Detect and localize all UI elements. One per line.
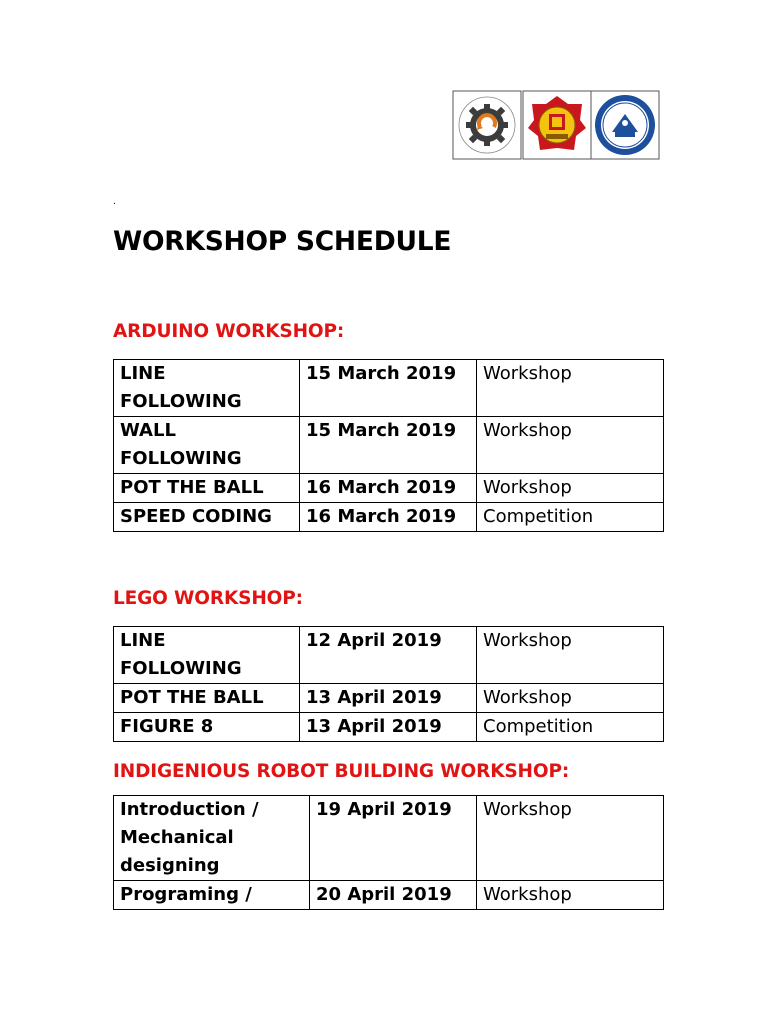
page-title: WORKSHOP SCHEDULE xyxy=(113,226,452,257)
date-cell: 15 March 2019 xyxy=(300,417,477,474)
indigenious-section-heading: INDIGENIOUS ROBOT BUILDING WORKSHOP: xyxy=(113,761,570,782)
logo-strip xyxy=(452,90,660,160)
activity-cell: SPEED CODING xyxy=(114,503,300,532)
date-cell: 12 April 2019 xyxy=(300,627,477,684)
type-cell: Competition xyxy=(477,713,664,742)
table-row xyxy=(114,360,664,417)
date-cell: 20 April 2019 xyxy=(310,881,477,910)
date-cell: 13 April 2019 xyxy=(300,713,477,742)
table-row xyxy=(114,417,664,474)
activity-cell: LINE FOLLOWING xyxy=(114,627,300,684)
arduino-schedule-table xyxy=(113,359,664,532)
table-row xyxy=(114,881,664,910)
table-row xyxy=(114,796,664,881)
table-row xyxy=(114,503,664,532)
activity-cell: LINE FOLLOWING xyxy=(114,360,300,417)
gear-logo xyxy=(452,90,522,160)
table-row xyxy=(114,474,664,503)
date-cell: 15 March 2019 xyxy=(300,360,477,417)
type-cell: Competition xyxy=(477,503,664,532)
table-row xyxy=(114,684,664,713)
lego-schedule-table xyxy=(113,626,664,742)
date-cell: 13 April 2019 xyxy=(300,684,477,713)
type-cell: Workshop xyxy=(477,796,664,881)
type-cell: Workshop xyxy=(477,684,664,713)
type-cell: Workshop xyxy=(477,881,664,910)
emblem-logo xyxy=(522,90,592,160)
indigenious-schedule-table xyxy=(113,795,664,910)
activity-cell: Programing / xyxy=(114,881,310,910)
activity-cell: FIGURE 8 xyxy=(114,713,300,742)
table-row xyxy=(114,713,664,742)
activity-cell: WALL FOLLOWING xyxy=(114,417,300,474)
type-cell: Workshop xyxy=(477,360,664,417)
arduino-section-heading: ARDUINO WORKSHOP: xyxy=(113,321,345,342)
university-seal-logo xyxy=(590,90,660,160)
type-cell: Workshop xyxy=(477,474,664,503)
date-cell: 19 April 2019 xyxy=(310,796,477,881)
lego-section-heading: LEGO WORKSHOP: xyxy=(113,588,303,609)
activity-cell: POT THE BALL xyxy=(114,474,300,503)
stray-mark: . xyxy=(113,197,116,207)
type-cell: Workshop xyxy=(477,417,664,474)
type-cell: Workshop xyxy=(477,627,664,684)
date-cell: 16 March 2019 xyxy=(300,474,477,503)
table-row xyxy=(114,627,664,684)
activity-cell: Introduction / Mechanical designing xyxy=(114,796,310,881)
date-cell: 16 March 2019 xyxy=(300,503,477,532)
activity-cell: POT THE BALL xyxy=(114,684,300,713)
